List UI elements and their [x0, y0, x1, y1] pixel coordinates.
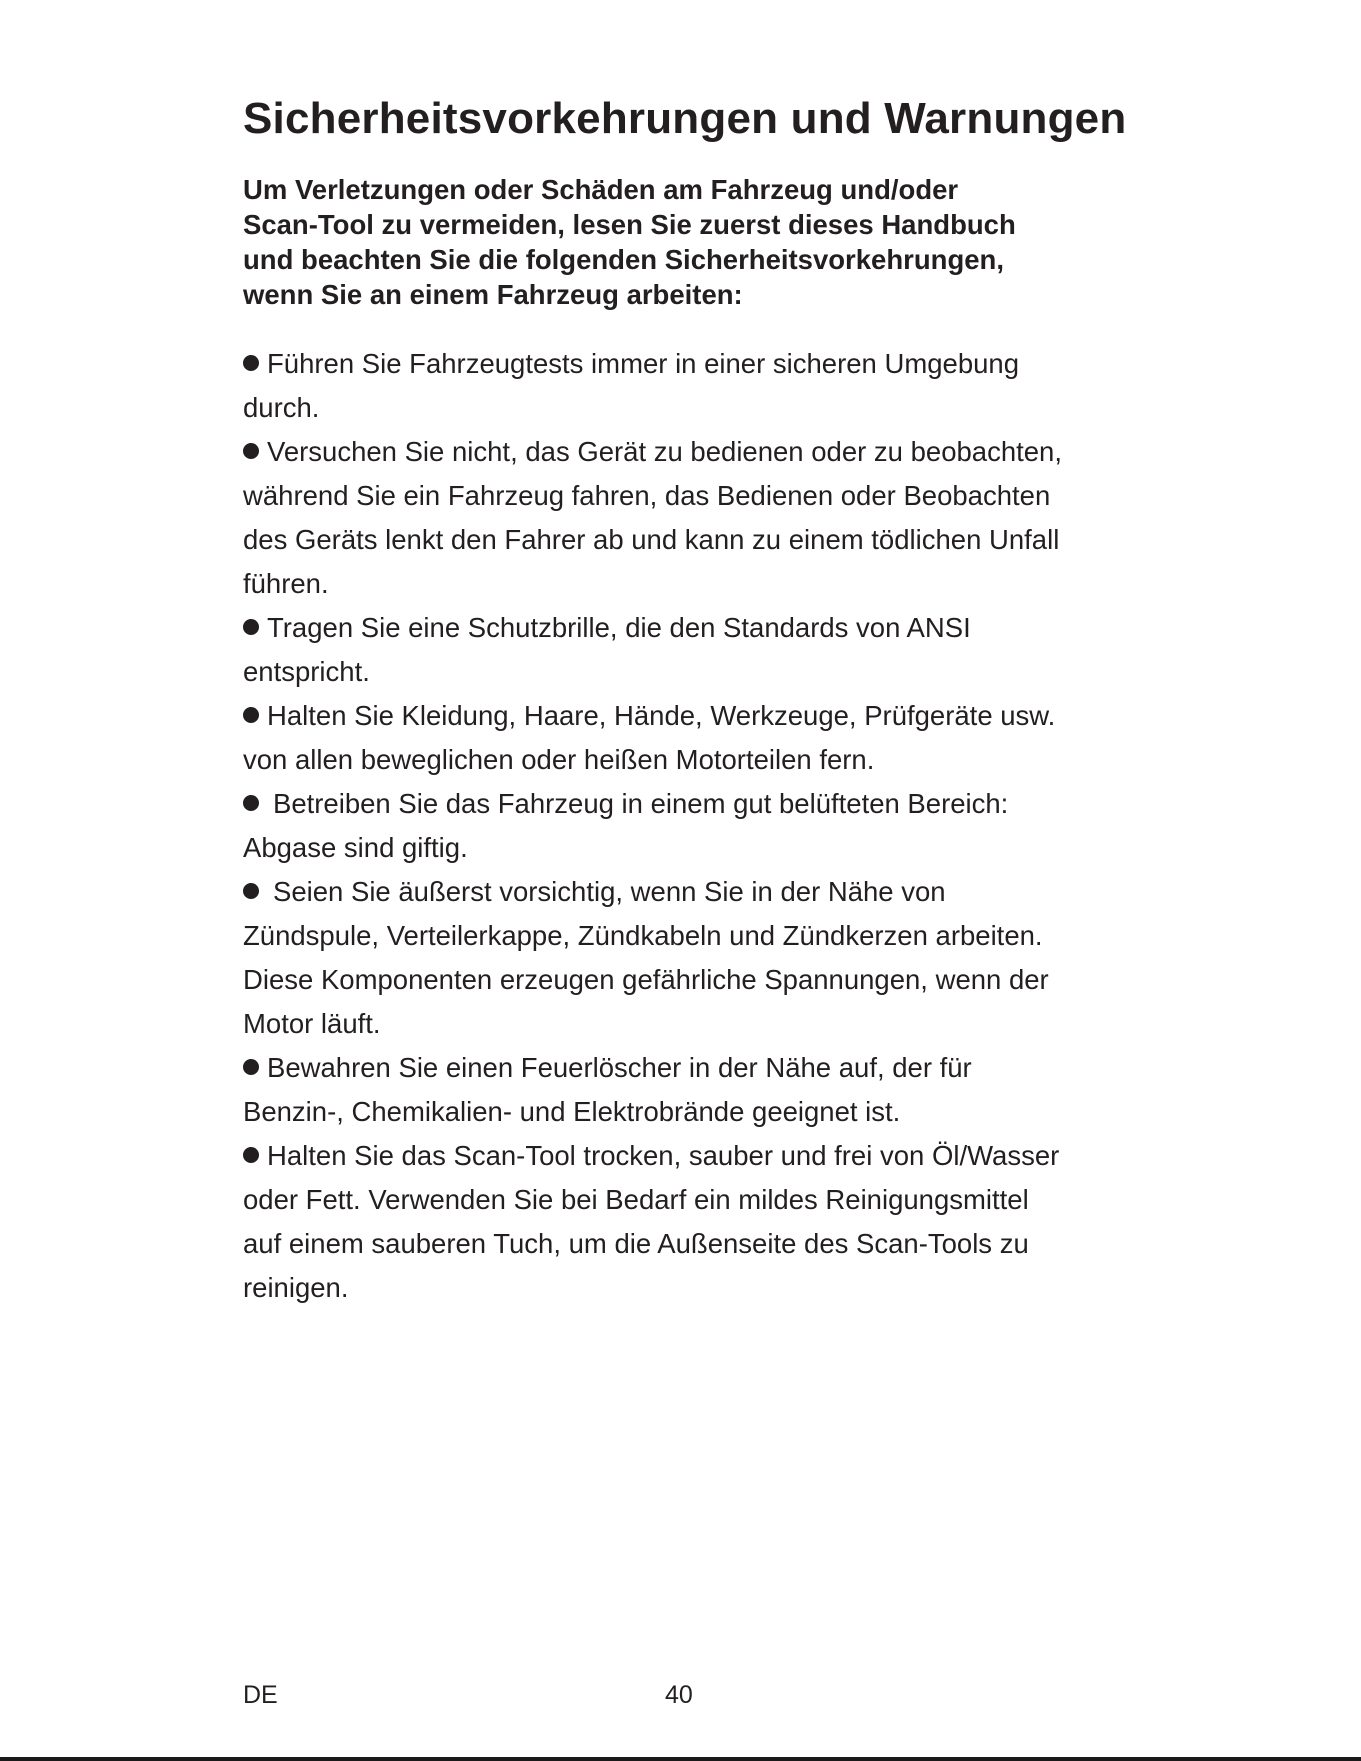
safety-list: [243, 342, 1143, 1310]
list-item: [243, 782, 1143, 870]
list-item-text: Tragen Sie eine Schutzbrille, die den Standards von ANSI: [267, 612, 971, 643]
list-item: [243, 606, 1143, 694]
list-item: [243, 430, 1143, 606]
list-item: [243, 694, 1143, 782]
bullet-dot-icon: [243, 1147, 259, 1163]
list-item-text: während Sie ein Fahrzeug fahren, das Bedienen oder Beobachten: [243, 480, 1051, 511]
list-item-text: reinigen.: [243, 1272, 349, 1303]
list-item-text: Bewahren Sie einen Feuerlöscher in der Nähe auf, der für: [267, 1052, 972, 1083]
list-item-text: Halten Sie Kleidung, Haare, Hände, Werkzeuge, Prüfgeräte usw.: [267, 700, 1056, 731]
list-item-text: Motor läuft.: [243, 1008, 381, 1039]
bullet-dot-icon: [243, 355, 259, 371]
list-item: [243, 1046, 1143, 1134]
intro-line: und beachten Sie die folgenden Sicherheitsvorkehrungen,: [243, 244, 1004, 275]
list-item-text: Abgase sind giftig.: [243, 832, 468, 863]
page-title: Sicherheitsvorkehrungen und Warnungen: [243, 94, 1127, 143]
list-item-text: auf einem sauberen Tuch, um die Außenseite des Scan-Tools zu: [243, 1228, 1029, 1259]
list-item-text: durch.: [243, 392, 320, 423]
bullet-dot-icon: [243, 443, 259, 459]
footer-language: DE: [243, 1681, 278, 1709]
bullet-dot-icon: [243, 1059, 259, 1075]
list-item-text: von allen beweglichen oder heißen Motorteilen fern.: [243, 744, 875, 775]
list-item-text: Seien Sie äußerst vorsichtig, wenn Sie in der Nähe von: [273, 876, 946, 907]
list-item-text: des Geräts lenkt den Fahrer ab und kann zu einem tödlichen Unfall: [243, 524, 1060, 555]
list-item-text: Benzin-, Chemikalien- und Elektrobrände geeignet ist.: [243, 1096, 901, 1127]
list-item: [243, 870, 1143, 1046]
list-item-text: Zündspule, Verteilerkappe, Zündkabeln und Zündkerzen arbeiten.: [243, 920, 1043, 951]
bullet-dot-icon: [243, 707, 259, 723]
intro-line: Scan-Tool zu vermeiden, lesen Sie zuerst dieses Handbuch: [243, 209, 1016, 240]
list-item-text: führen.: [243, 568, 329, 599]
list-item: [243, 342, 1143, 430]
list-item: [243, 1134, 1143, 1310]
list-item-text: Versuchen Sie nicht, das Gerät zu bedienen oder zu beobachten,: [267, 436, 1062, 467]
list-item-text: oder Fett. Verwenden Sie bei Bedarf ein mildes Reinigungsmittel: [243, 1184, 1029, 1215]
bullet-dot-icon: [243, 883, 259, 899]
intro-paragraph: [243, 172, 1143, 312]
list-item-text: Betreiben Sie das Fahrzeug in einem gut belüfteten Bereich:: [273, 788, 1009, 819]
intro-line: wenn Sie an einem Fahrzeug arbeiten:: [243, 279, 743, 310]
bullet-dot-icon: [243, 795, 259, 811]
list-item-text: Führen Sie Fahrzeugtests immer in einer sicheren Umgebung: [267, 348, 1020, 379]
bottom-divider: [0, 1757, 1361, 1761]
bullet-dot-icon: [243, 619, 259, 635]
intro-line: Um Verletzungen oder Schäden am Fahrzeug und/oder: [243, 174, 959, 205]
list-item-text: Diese Komponenten erzeugen gefährliche Spannungen, wenn der: [243, 964, 1049, 995]
list-item-text: Halten Sie das Scan-Tool trocken, sauber und frei von Öl/Wasser: [267, 1140, 1060, 1171]
list-item-text: entspricht.: [243, 656, 370, 687]
page-number: 40: [665, 1681, 693, 1709]
